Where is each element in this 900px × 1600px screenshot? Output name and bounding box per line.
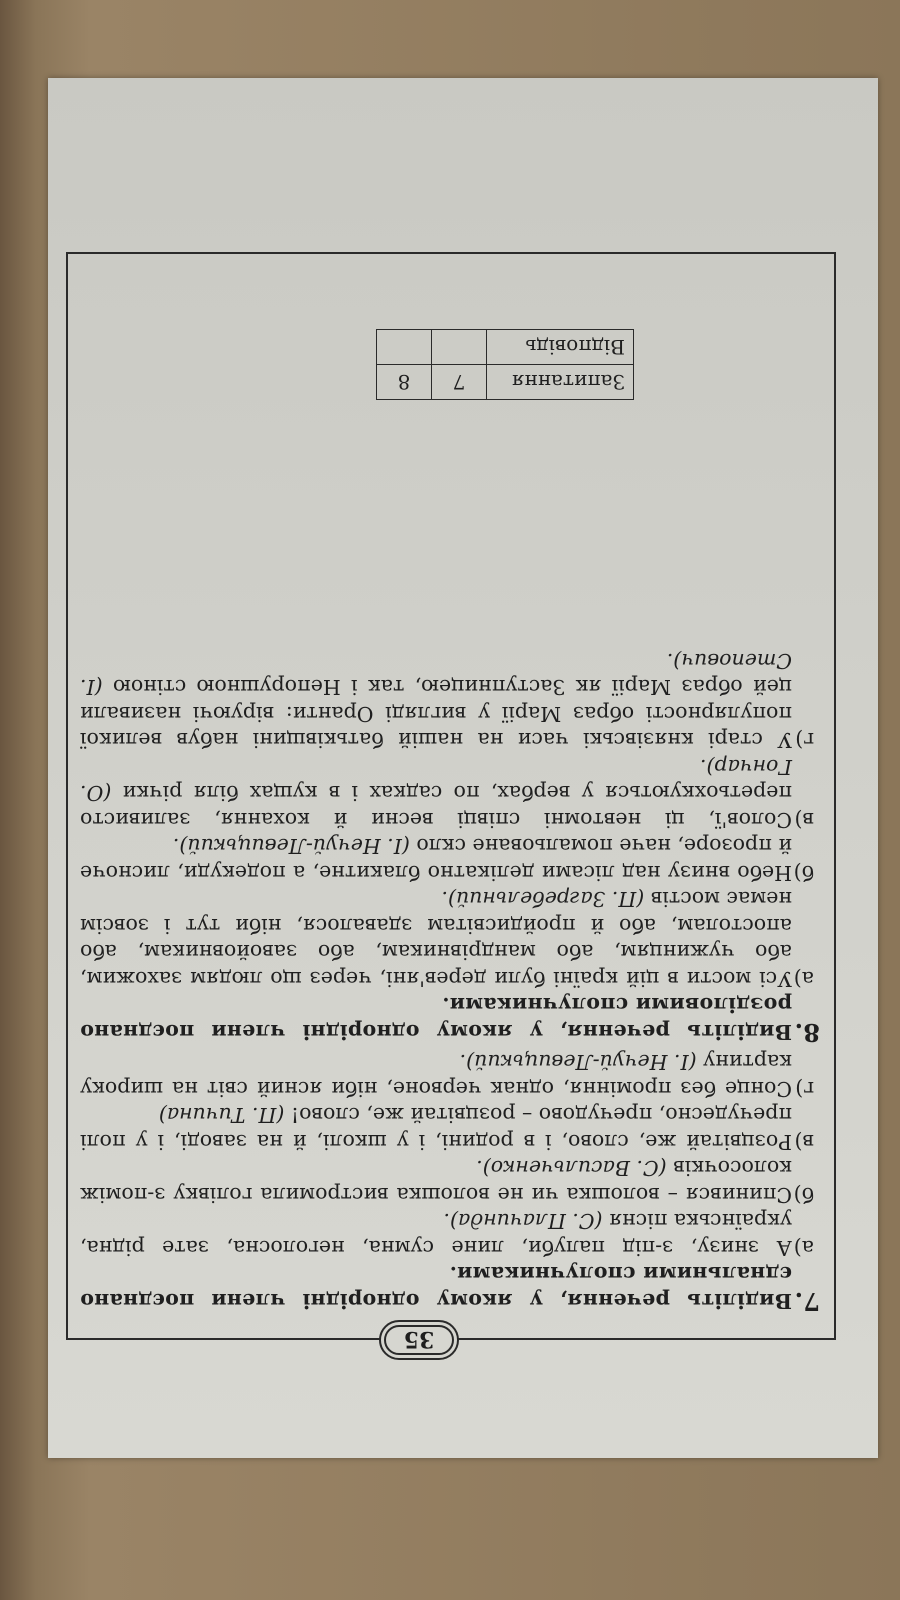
option-letter: в) — [794, 808, 814, 832]
answer-8-cell[interactable] — [377, 330, 432, 365]
page-number: 35 — [384, 1325, 454, 1355]
author-citation: (П. Тичина) — [158, 1103, 285, 1128]
task-7 — [80, 1049, 820, 1314]
option-letter: а) — [793, 1236, 814, 1260]
option-letter: б) — [793, 1183, 814, 1207]
option-text — [80, 1155, 792, 1208]
task-8-option-c — [80, 754, 814, 834]
task-8-option-d — [80, 648, 814, 754]
sentence: А знизу, з-під палуби, лине сумна, неголосна, зате рідна, українська пісня — [80, 1209, 792, 1260]
author-citation: (І. Нечуй-Левицький). — [172, 834, 410, 859]
option-text — [80, 833, 792, 886]
option-text — [80, 648, 792, 754]
page-number-badge — [379, 1320, 459, 1360]
task-8-option-b — [80, 833, 814, 886]
option-text — [80, 754, 792, 834]
option-text — [80, 1208, 792, 1261]
option-text — [80, 1102, 792, 1155]
task-8 — [80, 648, 820, 1046]
author-citation: (І. Нечуй-Левицький). — [459, 1050, 697, 1075]
question-7-cell: 7 — [432, 365, 487, 400]
answer-table — [376, 329, 634, 400]
task-8-option-a — [80, 886, 814, 992]
answer-7-cell[interactable] — [432, 330, 487, 365]
sentence: Сонце без проміння, однак червоне, ніби ясний світ на широку картину — [80, 1050, 792, 1101]
task-7-header — [80, 1261, 820, 1314]
option-letter: в) — [794, 1130, 814, 1154]
task-7-option-d — [80, 1049, 814, 1102]
option-text — [80, 886, 792, 992]
sentence: Розцвітай же, слово, і в родині, і у школі, й на заводі, і у полі пречудесно, пречудово – розцвітай же, слово! — [80, 1103, 792, 1154]
task-8-header — [80, 992, 820, 1045]
option-letter: г) — [795, 1077, 814, 1101]
author-citation: (І. Степович). — [80, 649, 792, 700]
option-letter: а) — [793, 967, 814, 991]
option-letter: г) — [795, 728, 814, 753]
task-7-number: 7. — [794, 1287, 820, 1316]
workbook-page — [48, 78, 878, 1458]
questions-label: Запитання — [487, 365, 634, 400]
sentence: У старі князівські часи на нашій батьківщині набув великої популярності образ Марії у вигляді Оранти: віруючі називали цей образ Марії як Заступницею, так і Непорушною стіною — [80, 675, 792, 753]
table-row — [377, 365, 634, 400]
author-citation: (О. Гончар). — [80, 755, 792, 806]
author-citation: (С. Васильченко). — [476, 1156, 667, 1181]
page-frame — [66, 252, 836, 1352]
answers-label: Відповідь — [487, 330, 634, 365]
option-letter: б) — [793, 861, 814, 885]
task-7-option-b — [80, 1155, 814, 1208]
task-8-number: 8. — [794, 1018, 820, 1047]
task-8-title: Виділіть речення, у якому однорідні члени поєднано розділовими сполучниками. — [80, 993, 792, 1044]
option-text — [80, 1049, 792, 1102]
sentence: Спинився – волошка чи не волошка вистромила голівку з-поміж колосочків — [80, 1156, 792, 1207]
page-content — [80, 644, 820, 1315]
sentence: Солов'ї, ці невтомні співці весни й кохання, заливисто перетьохкуються у вербах, по садках і в кущах біля річки — [80, 781, 792, 832]
task-7-option-a — [80, 1208, 814, 1261]
question-8-cell: 8 — [377, 365, 432, 400]
table-row — [377, 330, 634, 365]
sentence: Небо внизу над лісами делікатно блакитне, а подекуди, лисноче й прозоре, наче помальоване скло — [80, 834, 792, 885]
sentence: Усі мости в цій країні були дерев'яні, через що людям захожим, або чужинцям, або мандрівникам, або завойовникам, або апостолам, або й пройдисвітам здавалося, ніби тут і зовсім немає мостів — [80, 887, 792, 991]
task-7-title: Виділіть речення, у якому однорідні члени поєднано єднальними сполучниками. — [80, 1262, 792, 1313]
author-citation: (С. Плачинда). — [443, 1209, 603, 1234]
task-7-option-c — [80, 1102, 814, 1155]
author-citation: (П. Загребельний). — [441, 887, 645, 912]
